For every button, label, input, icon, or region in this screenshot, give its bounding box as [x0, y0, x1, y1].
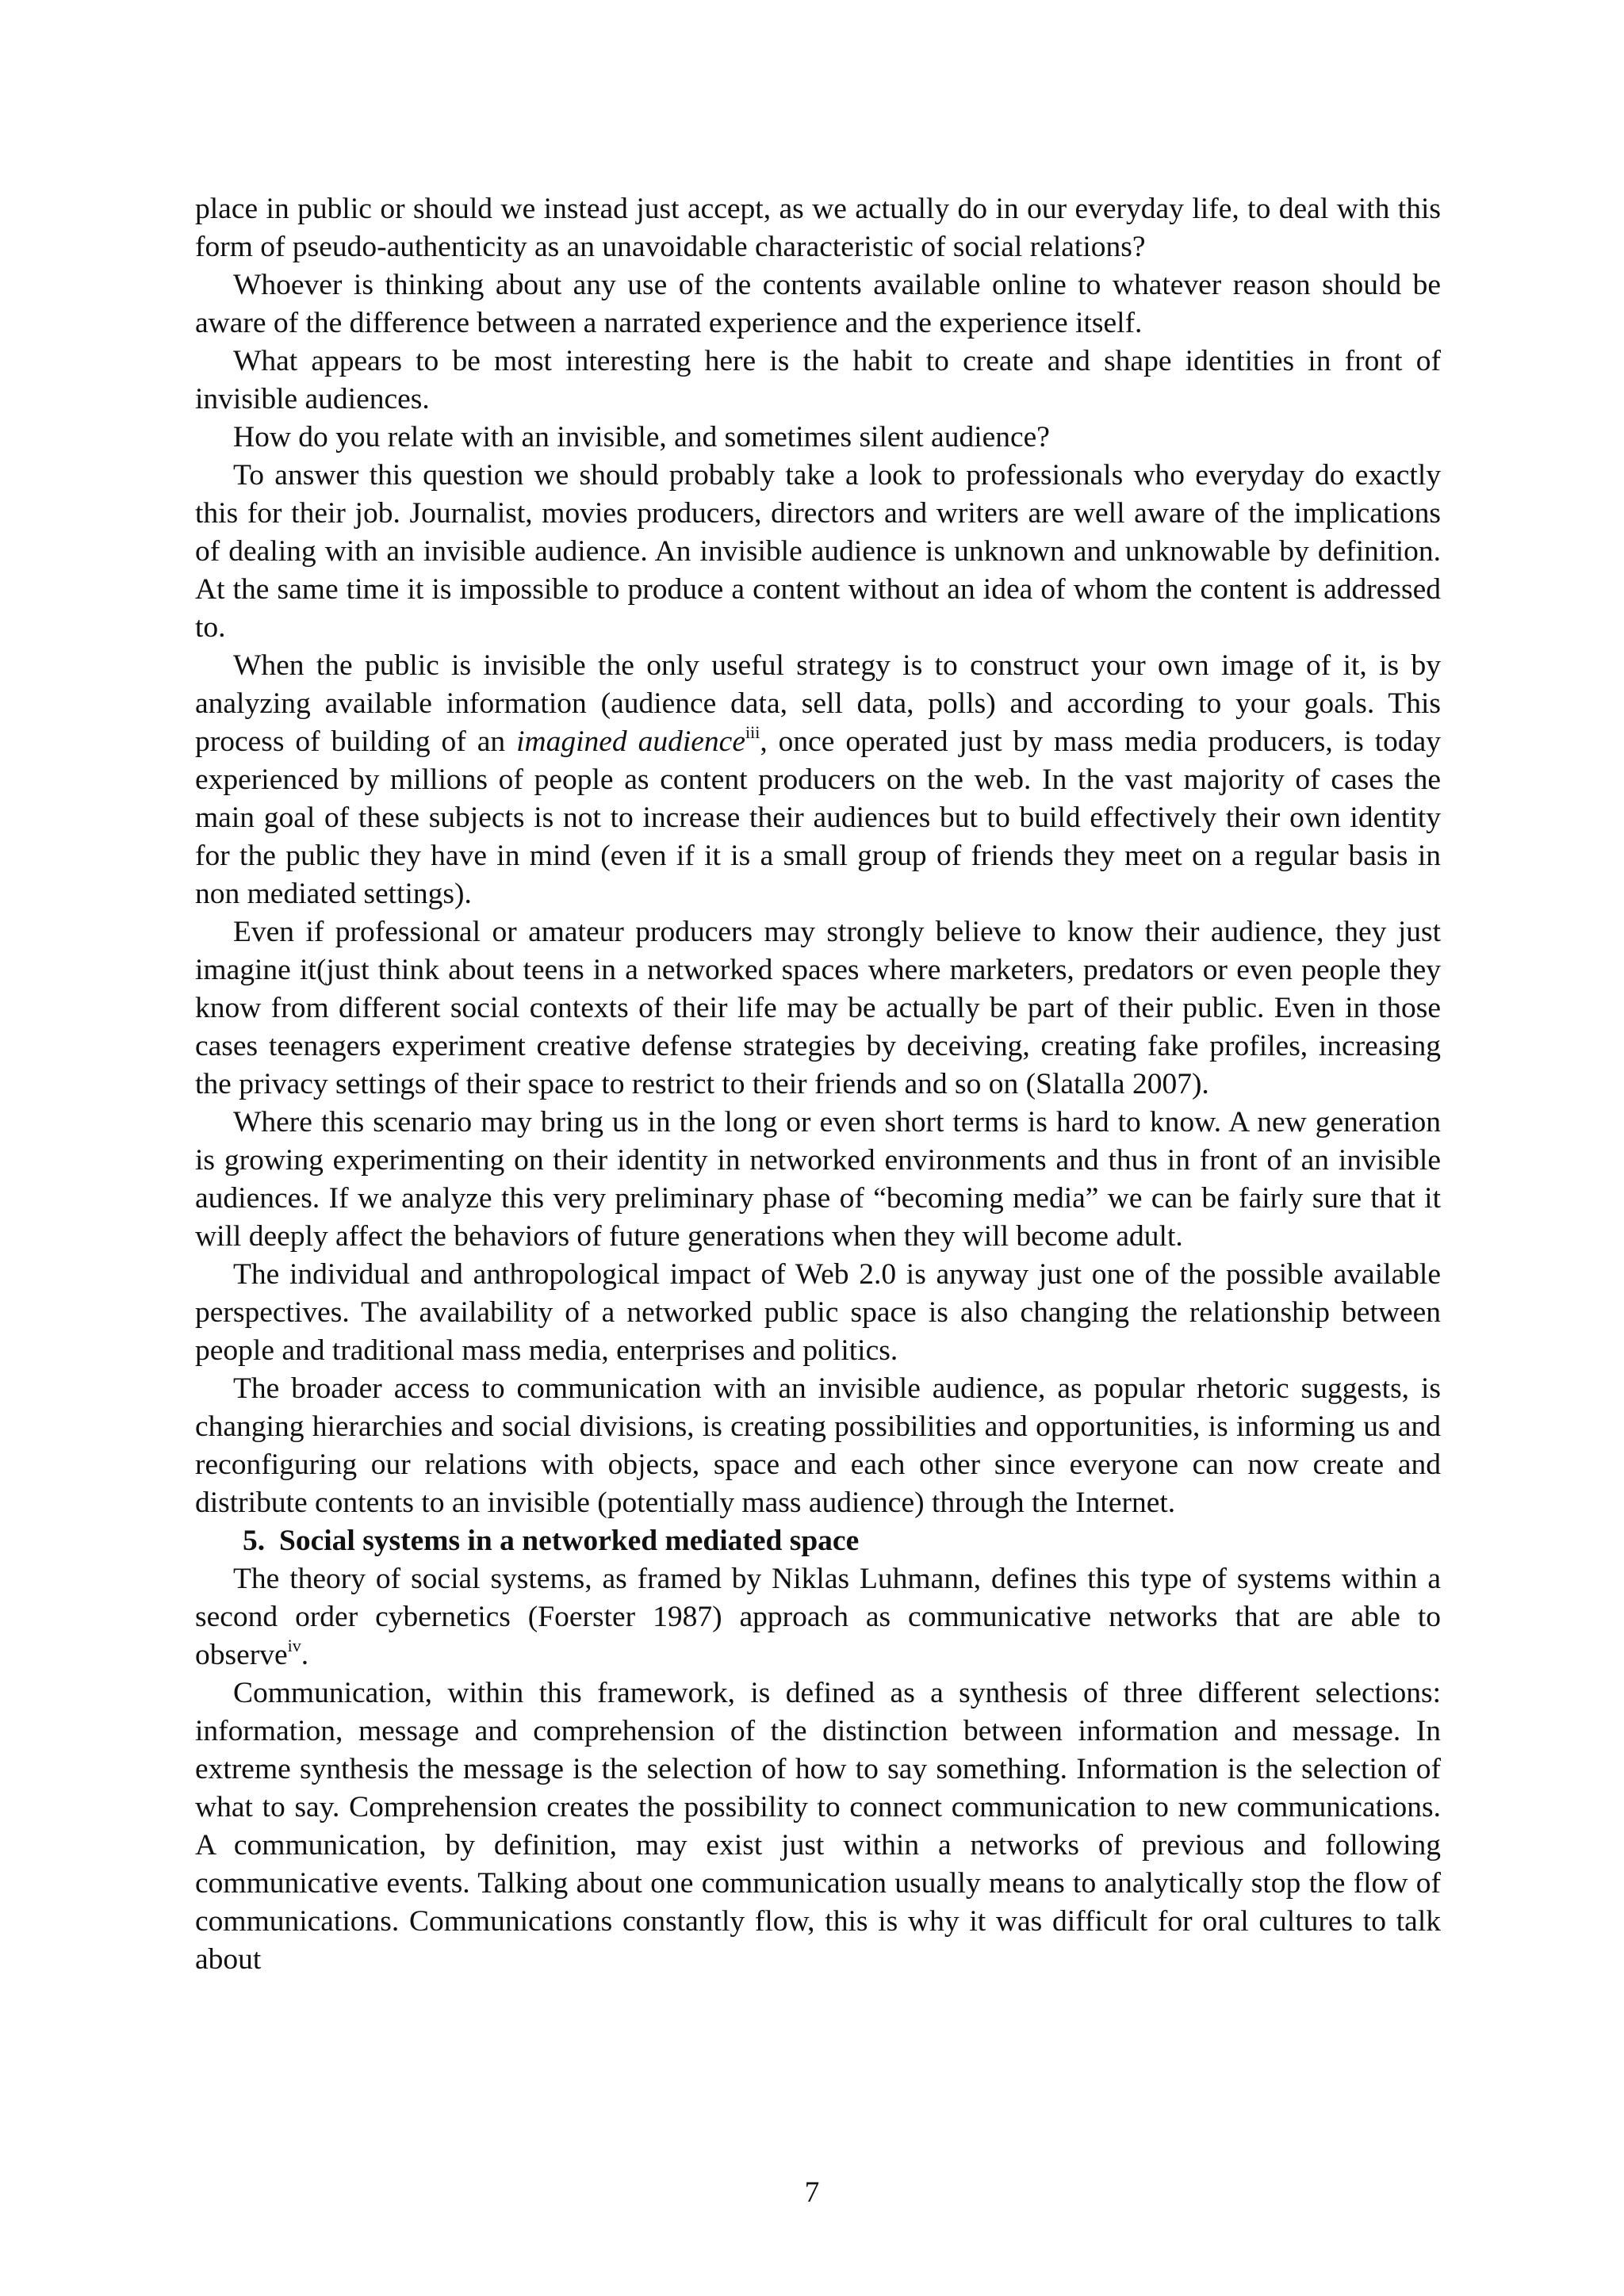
paragraph-12: Communication, within this framework, is defined as a synthesis of three different selections: information, message and comprehension of the distinction between information and message. In extreme synthesis the message is the selection of how to say something. Information is the selection of what to say. Comprehension creates the possibility to connect communication to new communications. A communication, by definition, may exist just within a networks of previous and following communicative events. Talking about one communication usually means to analytically stop the flow of communications. Communications constantly flow, this is why it was difficult for oral cultures to talk about — [195, 1677, 1441, 1976]
endnote-marker-iii: iii — [745, 722, 760, 742]
section-title: Social systems in a networked mediated space — [279, 1525, 860, 1557]
paragraph-6-text-a: When the public is invisible the only useful strategy is to construct your own image of it, is by analyzing available information (audience data, sell data, polls) and according to your goals. This process of building of an — [195, 649, 1441, 758]
paragraph-6-text-b: , once operated just by mass media producers, is today experienced by millions of people as content producers on the web. In the vast majority of cases the main goal of these subjects is not to increase their audiences but to build effectively their own identity for the public they have in mind (even if it is a small group of friends they meet on a regular basis in non mediated settings). — [195, 725, 1442, 910]
section-number: 5. — [243, 1525, 266, 1557]
paragraph-7: Even if professional or amateur producers may strongly believe to know their audience, they just imagine it(just think about teens in a networked spaces where marketers, predators or even people they know from different social contexts of their life may be actually be part of their public. Even in those cases teenagers experiment creative defense strategies by deceiving, creating fake profiles, increasing the privacy settings of their space to restrict to their friends and so on (Slatalla 2007). — [195, 916, 1441, 1100]
document-body — [195, 190, 1441, 1979]
paragraph-2: Whoever is thinking about any use of the contents available online to whatever reason should be aware of the difference between a narrated experience and the experience itself. — [195, 269, 1441, 339]
page-number: 7 — [804, 2176, 820, 2209]
paragraph-6 — [195, 647, 1441, 913]
paragraph-11 — [195, 1560, 1441, 1674]
endnote-marker-iv: iv — [287, 1636, 301, 1655]
paragraph-11-text-a: The theory of social systems, as framed by Niklas Luhmann, defines this type of systems within a second order cybernetics (Foerster 1987) approach as communicative networks that are able to observe — [195, 1563, 1441, 1671]
imagined-audience-term: imagined audience — [516, 725, 745, 758]
paragraph-10: The broader access to communication with an invisible audience, as popular rhetoric suggests, is changing hierarchies and social divisions, is creating possibilities and opportunities, is informing us and reconfiguring our relations with objects, space and each other since everyone can now create and distribute contents to an invisible (potentially mass audience) through the Internet. — [195, 1372, 1441, 1519]
paragraph-8: Where this scenario may bring us in the long or even short terms is hard to know. A new generation is growing experimenting on their identity in networked environments and thus in front of an invisible audiences. If we analyze this very preliminary phase of “becoming media” we can be fairly sure that it will deeply affect the behaviors of future generations when they will become adult. — [195, 1106, 1441, 1253]
paragraph-9: The individual and anthropological impact of Web 2.0 is anyway just one of the possible available perspectives. The availability of a networked public space is also changing the relationship between people and traditional mass media, enterprises and politics. — [195, 1258, 1441, 1367]
section-heading — [195, 1522, 1441, 1560]
paragraph-1: place in public or should we instead just accept, as we actually do in our everyday life, to deal with this form of pseudo-authenticity as an unavoidable characteristic of social relations? — [195, 193, 1441, 263]
paragraph-3: What appears to be most interesting here is the habit to create and shape identities in front of invisible audiences. — [195, 345, 1441, 415]
paragraph-5: To answer this question we should probably take a look to professionals who everyday do exactly this for their job. Journalist, movies producers, directors and writers are well aware of the implications of dealing with an invisible audience. An invisible audience is unknown and unknowable by definition. At the same time it is impossible to produce a content without an idea of whom the content is addressed to. — [195, 459, 1441, 644]
paragraph-11-text-b: . — [301, 1639, 309, 1671]
paragraph-4: How do you relate with an invisible, and sometimes silent audience? — [233, 421, 1050, 453]
